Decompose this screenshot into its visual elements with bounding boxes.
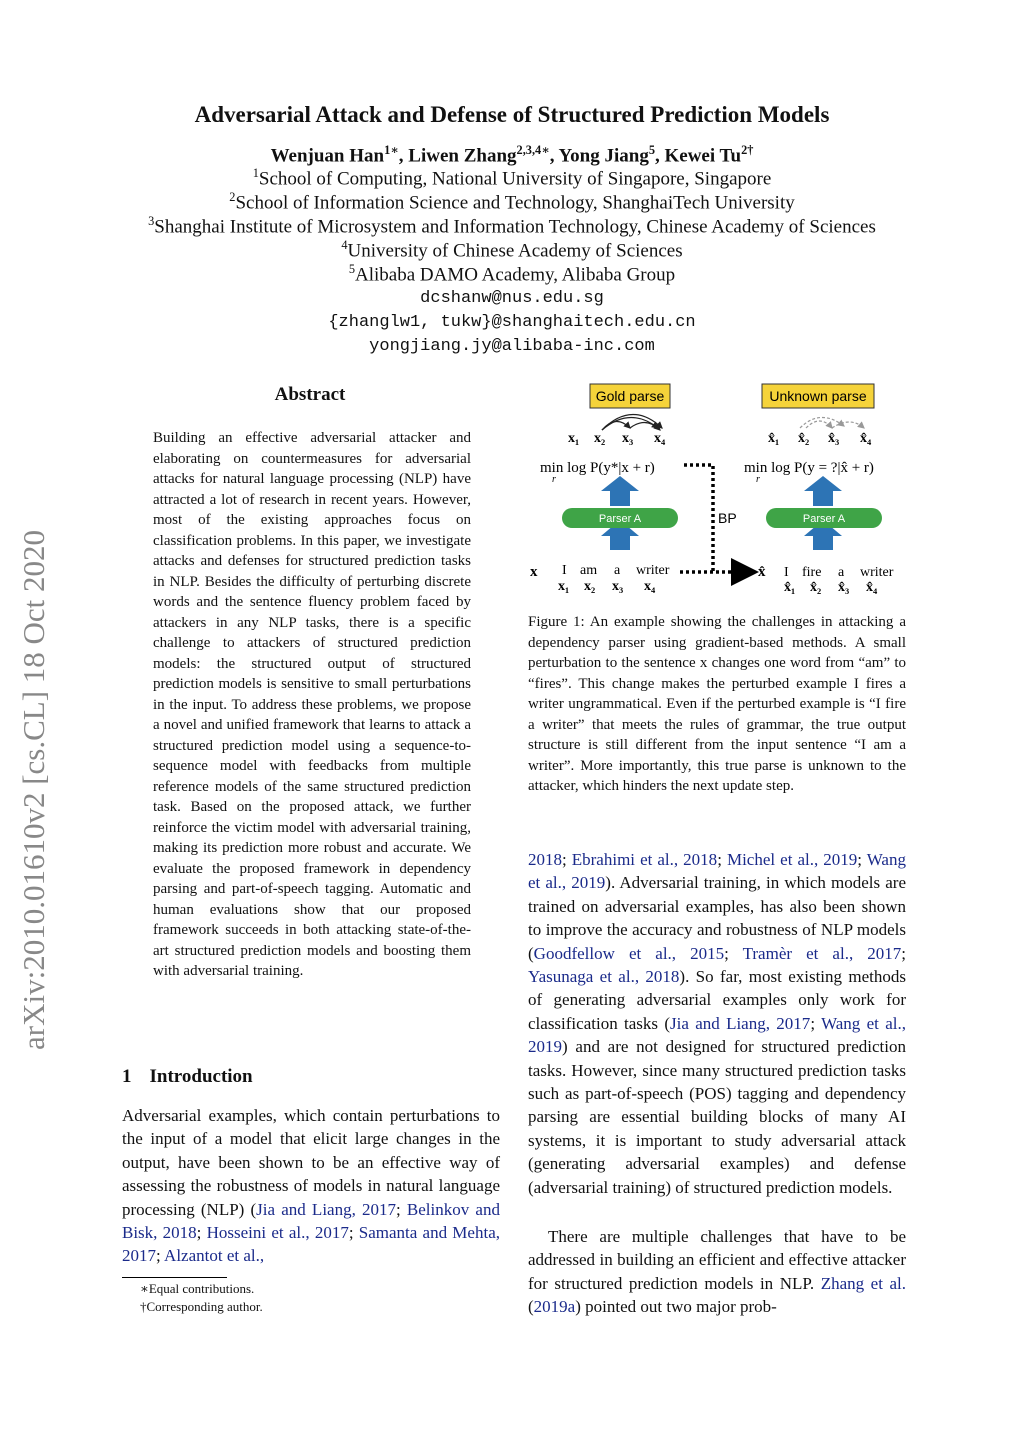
word: writer [860,565,894,580]
parser-label: Parser A [802,513,846,525]
var: x₂ [584,579,596,594]
var: x₄ [644,579,656,594]
citation[interactable]: 2019a [533,1297,576,1317]
word: am [580,563,598,578]
var: x₁ [568,431,580,446]
right-paragraph: 2018; Ebrahimi et al., 2018; Michel et al., 2019; Wang et al., 2019). Adversarial training, in which models are trained on adversarial examples, has also been shown to improve the accuracy and robustness of NLP models (Goodfellow et al., 2015; Tramèr et al., 2017; Yasunaga et al., 2018). So far, most existing methods of generating adversarial examples only work for classification tasks (Jia and Liang, 2017; Wang et al., 2019) and are not designed for structured prediction tasks. However, since many structured prediction tasks such as part-of-speech (POS) tagging and dependency parsing are essential building blocks of many AI systems, it is important to study adversarial attack (generating adversarial examples) and defense (adversarial training) of structured prediction models. [528,850,906,1197]
author: Wenjuan Han [270,145,385,167]
citation[interactable]: Samanta and Mehta, 2017 [122,1223,500,1266]
citation[interactable]: 2018 [528,850,562,869]
section-heading: 1 Introduction [122,1066,253,1087]
intro-paragraph: Adversarial examples, which contain perturbations to the input of a model that elicit large changes in the output, have been shown to be an effective way of assessing the robustness of models in natural language processing (NLP) (Jia and Liang, 2017; Belinkov and Bisk, 2018; Hosseini et al., 2017; Samanta and Mehta, 2017; Alzantot et al., [122,1106,500,1266]
var: x̂₁ [768,431,780,446]
figure-caption: Figure 1: An example showing the challenges in attacking a dependency parser using gradient-based methods. A small perturbation to the sentence x changes one word from “am” to “fires”. This change makes the perturbed example I fires a writer ungrammatical. Even if the perturbed example is “I fire a writer” that meets the rules of grammar, the true output structure is still different from the input sentence “I am a writer”. More importantly, this true parse is unknown to the attacker, which hinders the next update step. [528,614,906,794]
affiliation: $^4$University of Chinese Academy of Sciences [341,238,683,262]
word: I [784,565,789,580]
var: x₂ [594,431,606,446]
affiliation: $^2$School of Information Science and Technology, ShanghaiTech University [229,190,795,214]
paper-title: Adversarial Attack and Defense of Structured Prediction Models [194,102,830,127]
email: dcshanw@nus.edu.sg [420,289,604,308]
email: {zhanglw1, tukw}@shanghaitech.edu.cn [328,313,696,332]
citation[interactable]: Zhang et al. [820,1273,906,1293]
up-arrow-icon [601,476,639,506]
affiliation: $^3$Shanghai Institute of Microsystem and Information Technology, Chinese Academy of Sciences [148,214,876,238]
dependency-arc [832,422,864,428]
author: Kewei Tu [664,145,742,167]
var: x̂₂ [798,431,810,446]
citation[interactable]: Wang et al., 2019 [528,1013,906,1057]
var: x̂₃ [828,431,840,446]
gold-parse-label: Gold parse [595,388,665,404]
right-formula: min log P(y = ?|x̂ + r) [744,460,874,476]
dependency-arc [630,422,660,430]
author: Liwen Zhang [408,145,517,167]
bp-label: BP [718,510,737,526]
var: x̂₃ [838,580,850,595]
var: x̂₄ [866,580,878,595]
bp-line [684,465,713,572]
citation[interactable]: Goodfellow et al., 2015 [533,943,725,963]
parser-label: Parser A [598,513,642,525]
citation[interactable]: Belinkov and Bisk, 2018 [122,1199,500,1243]
citation[interactable]: Wang et al., 2019 [528,850,906,893]
affiliation: $^1$School of Computing, National University of Singapore, Singapore [252,166,772,190]
x-hat-symbol: x̂ [758,564,766,580]
abstract-body: Building an effective adversarial attacker and elaborating on countermeasures for adversarial attacks for natural language processing (NLP) have attracted a lot of research in recent years. However, most of the existing approaches focus on classification problems. In this paper, we investigate attacks and defenses for structured prediction tasks in NLP. Besides the difficulty of perturbing discrete words and the sentence fluency problem faced by attackers in any NLP tasks, there is a specific challenge to attackers of structured prediction models: the structured output of structured prediction models is sensitive to small perturbations in the input. To address these problems, we propose a novel and unified framework that learns to attack a structured prediction model using a sequence-to-sequence model with feedbacks from multiple reference models of the same structured prediction task. Based on the proposed attack, we further reinforce the victim model with adversarial training, making its prediction more robust and accurate. We evaluate the proposed framework in dependency parsing and part-of-speech tagging. Automatic and human evaluations show that our proposed framework succeeds in both attacking state-of-the-art structured prediction models and boosting them with adversarial training. [153,430,471,979]
dependency-arc [806,421,832,428]
var: x̂₁ [784,580,796,595]
affiliation: $^5$Alibaba DAMO Academy, Alibaba Group [348,262,676,286]
var: x₃ [612,579,624,594]
word: fire [802,565,822,580]
citation[interactable]: Yasunaga et al., 2018 [528,967,680,987]
citation[interactable]: Ebrahimi et al., 2018 [571,850,718,869]
email: yongjiang.jy@alibaba-inc.com [369,337,655,356]
var: x₄ [654,431,666,446]
unknown-parse-label: Unknown parse [769,388,867,404]
dependency-arc [800,417,844,428]
word: I [562,563,567,578]
footnote-rule [122,1277,227,1278]
author: Yong Jiang [558,145,649,167]
x-symbol: x [530,564,538,580]
abstract-heading: Abstract [274,384,346,405]
footnote: †Corresponding author. [140,1299,263,1314]
var: x̂₂ [810,580,822,595]
word: writer [636,563,670,578]
up-arrow-icon [804,476,842,506]
author-list: Wenjuan Han$^{1∗}$, Liwen Zhang$^{2,3,4∗}$, Yong Jiang$^5$, Kewei $Tu^{2\dagger}$ [270,143,754,167]
citation[interactable]: Hosseini et al., 2017 [206,1223,349,1243]
dependency-arc [602,414,662,430]
left-formula: min log P(y*|x + r) [540,460,655,476]
var: x̂₄ [860,431,872,446]
footnote: ∗Equal contributions. [140,1281,255,1296]
citation[interactable]: Tramèr et al., 2017 [742,943,902,963]
word: a [614,563,621,578]
word: a [838,565,845,580]
citation[interactable]: Jia and Liang, 2017 [256,1199,397,1219]
formula-sub: r [756,474,760,485]
citation[interactable]: Jia and Liang, 2017 [670,1013,811,1033]
formula-sub: r [552,474,556,485]
citation[interactable]: Michel et al., 2019 [726,850,858,869]
right-paragraph: There are multiple challenges that have to be addressed in building an efficient and effective attacker for structured prediction models in NLP. Zhang et al. (2019a) pointed out two major prob- [528,1227,906,1317]
figure-1 [520,378,912,608]
citation[interactable]: Alzantot et al., [164,1246,265,1266]
var: x₁ [558,579,570,594]
var: x₃ [622,431,634,446]
